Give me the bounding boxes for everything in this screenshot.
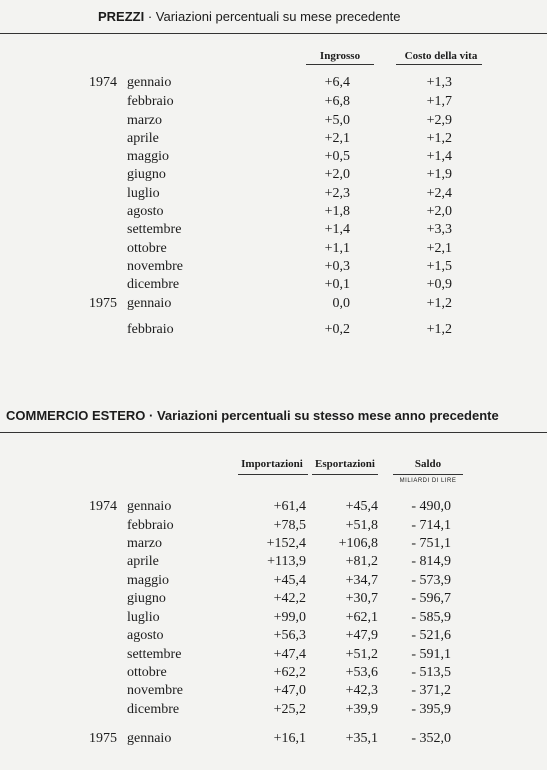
table-row (0, 591, 547, 609)
prezzi-col-costo-vita-rule (396, 64, 482, 65)
cell-ingrosso: +2,1 (324, 131, 350, 146)
cell-importazioni: +113,9 (267, 554, 306, 569)
cell-importazioni: +25,2 (273, 702, 306, 717)
cell-importazioni: +99,0 (273, 610, 306, 625)
commercio-col-saldo-rule (393, 474, 463, 475)
row-year: 1974 (89, 499, 117, 514)
cell-saldo: - 352,0 (411, 731, 451, 746)
row-month: giugno (127, 167, 166, 182)
row-month: ottobre (127, 665, 167, 680)
table-row (0, 683, 547, 701)
table-row (0, 322, 547, 340)
cell-costo-vita: +1,9 (426, 167, 452, 182)
table-row (0, 731, 547, 749)
commercio-col-importazioni: Importazioni (241, 458, 303, 470)
table-row (0, 222, 547, 240)
cell-saldo: - 591,1 (411, 647, 451, 662)
commercio-col-esportazioni: Esportazioni (315, 458, 375, 470)
cell-ingrosso: +2,3 (324, 186, 350, 201)
table-row (0, 204, 547, 222)
row-month: marzo (127, 536, 162, 551)
cell-saldo: - 371,2 (411, 683, 451, 698)
table-row (0, 113, 547, 131)
cell-costo-vita: +2,1 (426, 241, 452, 256)
prezzi-title-bold: PREZZI (98, 9, 145, 24)
table-row (0, 610, 547, 628)
row-month: febbraio (127, 322, 174, 337)
table-row (0, 149, 547, 167)
table-row (0, 628, 547, 646)
prezzi-col-ingrosso: Ingrosso (319, 50, 361, 62)
cell-costo-vita: +2,4 (426, 186, 452, 201)
row-month: luglio (127, 610, 160, 625)
cell-costo-vita: +1,3 (426, 75, 452, 90)
commercio-title-bold: COMMERCIO ESTERO (6, 408, 146, 423)
commercio-top-rule (0, 432, 547, 433)
cell-ingrosso: +6,4 (324, 75, 350, 90)
cell-importazioni: +152,4 (266, 536, 306, 551)
row-month: gennaio (127, 75, 172, 90)
row-month: aprile (127, 131, 159, 146)
row-month: ottobre (127, 241, 167, 256)
commercio-col-saldo: Saldo (414, 458, 442, 470)
prezzi-col-ingrosso-rule (306, 64, 374, 65)
cell-costo-vita: +1,2 (426, 131, 452, 146)
row-month: agosto (127, 204, 164, 219)
row-month: gennaio (127, 731, 172, 746)
cell-costo-vita: +2,0 (426, 204, 452, 219)
cell-esportazioni: +81,2 (345, 554, 378, 569)
commercio-col-importazioni-rule (238, 474, 308, 475)
table-row (0, 186, 547, 204)
table-row (0, 277, 547, 295)
cell-ingrosso: +0,2 (324, 322, 350, 337)
cell-saldo: - 714,1 (411, 518, 451, 533)
row-month: luglio (127, 186, 160, 201)
cell-saldo: - 573,9 (411, 573, 451, 588)
cell-esportazioni: +106,8 (338, 536, 378, 551)
commercio-title (6, 408, 547, 423)
commercio-col-esportazioni-rule (312, 474, 378, 475)
cell-ingrosso: +1,4 (324, 222, 350, 237)
cell-esportazioni: +42,3 (345, 683, 378, 698)
cell-ingrosso: +2,0 (324, 167, 350, 182)
cell-importazioni: +47,0 (273, 683, 306, 698)
cell-ingrosso: +0,3 (324, 259, 350, 274)
cell-costo-vita: +2,9 (426, 113, 452, 128)
cell-esportazioni: +53,6 (345, 665, 378, 680)
cell-saldo: - 521,6 (411, 628, 451, 643)
row-month: maggio (127, 149, 169, 164)
row-month: dicembre (127, 277, 180, 292)
cell-esportazioni: +51,2 (345, 647, 378, 662)
row-month: febbraio (127, 94, 174, 109)
commercio-saldo-unit: MILIARDI DI LIRE (399, 478, 457, 484)
cell-ingrosso: +5,0 (324, 113, 350, 128)
cell-ingrosso: +0,5 (324, 149, 350, 164)
table-row (0, 536, 547, 554)
cell-esportazioni: +34,7 (345, 573, 378, 588)
cell-importazioni: +16,1 (273, 731, 306, 746)
cell-saldo: - 814,9 (411, 554, 451, 569)
row-month: gennaio (127, 296, 172, 311)
row-month: aprile (127, 554, 159, 569)
cell-ingrosso: +0,1 (324, 277, 350, 292)
table-row (0, 241, 547, 259)
table-row (0, 554, 547, 572)
table-row (0, 75, 547, 93)
cell-importazioni: +56,3 (273, 628, 306, 643)
cell-costo-vita: +1,5 (426, 259, 452, 274)
table-row (0, 94, 547, 112)
cell-saldo: - 513,5 (411, 665, 451, 680)
cell-costo-vita: +1,7 (426, 94, 452, 109)
prezzi-title (98, 9, 547, 24)
cell-costo-vita: +1,2 (426, 296, 452, 311)
cell-esportazioni: +45,4 (345, 499, 378, 514)
cell-saldo: - 395,9 (411, 702, 451, 717)
row-month: febbraio (127, 518, 174, 533)
row-month: gennaio (127, 499, 172, 514)
row-month: maggio (127, 573, 169, 588)
cell-saldo: - 751,1 (411, 536, 451, 551)
cell-esportazioni: +62,1 (345, 610, 378, 625)
table-row (0, 518, 547, 536)
table-row (0, 296, 547, 314)
row-month: marzo (127, 113, 162, 128)
cell-costo-vita: +0,9 (426, 277, 452, 292)
row-month: giugno (127, 591, 166, 606)
row-month: novembre (127, 259, 183, 274)
commercio-title-rest: · Variazioni percentuali su stesso mese anno precedente (145, 408, 499, 423)
cell-costo-vita: +1,2 (426, 322, 452, 337)
table-row (0, 167, 547, 185)
cell-esportazioni: +47,9 (345, 628, 378, 643)
cell-saldo: - 585,9 (411, 610, 451, 625)
cell-importazioni: +61,4 (273, 499, 306, 514)
cell-ingrosso: +1,1 (324, 241, 350, 256)
row-year: 1975 (89, 296, 117, 311)
table-row (0, 259, 547, 277)
row-month: agosto (127, 628, 164, 643)
cell-importazioni: +47,4 (273, 647, 306, 662)
row-month: novembre (127, 683, 183, 698)
table-row (0, 702, 547, 720)
row-month: dicembre (127, 702, 180, 717)
cell-saldo: - 596,7 (411, 591, 451, 606)
cell-importazioni: +78,5 (273, 518, 306, 533)
cell-ingrosso: 0,0 (332, 296, 350, 311)
cell-ingrosso: +1,8 (324, 204, 350, 219)
table-row (0, 131, 547, 149)
cell-esportazioni: +35,1 (345, 731, 378, 746)
row-year: 1975 (89, 731, 117, 746)
row-month: settembre (127, 647, 182, 662)
prezzi-top-rule (0, 33, 547, 34)
cell-saldo: - 490,0 (411, 499, 451, 514)
table-row (0, 499, 547, 517)
row-month: settembre (127, 222, 182, 237)
row-year: 1974 (89, 75, 117, 90)
cell-esportazioni: +39,9 (345, 702, 378, 717)
table-row (0, 573, 547, 591)
cell-costo-vita: +3,3 (426, 222, 452, 237)
cell-esportazioni: +30,7 (345, 591, 378, 606)
prezzi-col-costo-vita: Costo della vita (404, 50, 478, 62)
cell-esportazioni: +51,8 (345, 518, 378, 533)
cell-costo-vita: +1,4 (426, 149, 452, 164)
table-row (0, 647, 547, 665)
table-row (0, 665, 547, 683)
cell-ingrosso: +6,8 (324, 94, 350, 109)
cell-importazioni: +62,2 (273, 665, 306, 680)
cell-importazioni: +42,2 (273, 591, 306, 606)
cell-importazioni: +45,4 (273, 573, 306, 588)
prezzi-title-rest: · Variazioni percentuali su mese precedente (144, 9, 401, 24)
